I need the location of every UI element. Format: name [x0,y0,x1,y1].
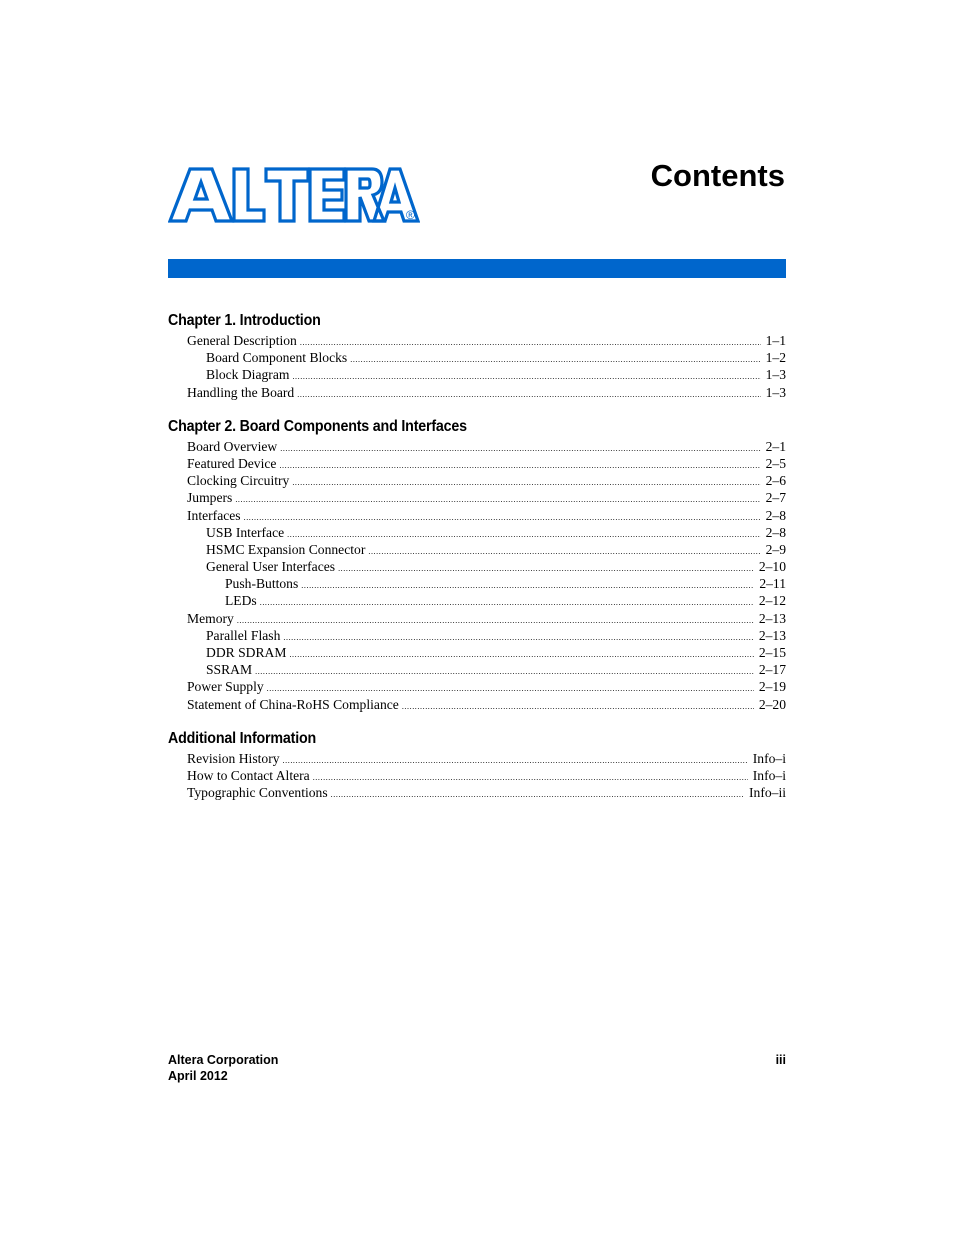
toc-entry[interactable] [168,349,786,366]
toc-entry-page: 2–8 [765,507,786,523]
toc-entry[interactable] [168,489,786,506]
toc-section-title[interactable]: Additional Information [168,729,317,747]
toc-entry-page: 2–9 [765,541,786,557]
toc-entry-label: DDR SDRAM [206,645,287,660]
toc-entry-page: 2–12 [758,593,786,609]
toc-entry-page: 2–13 [758,610,786,626]
dot-leader [255,663,754,680]
dot-leader [297,386,760,403]
dot-leader [300,334,761,351]
toc-entry-page: 2–15 [758,645,786,660]
toc-entry[interactable] [168,678,786,695]
toc-entry-label: LEDs [225,593,257,609]
toc-entry-page: 2–7 [765,490,786,506]
toc-entry[interactable] [168,507,786,524]
toc-entry-page: Info–i [752,750,786,766]
toc-entry-page: 2–13 [758,627,786,643]
dot-leader [235,491,760,508]
toc-entry-label: Board Overview [187,438,278,454]
toc-entry[interactable] [168,455,786,472]
toc-entry-label: Clocking Circuitry [187,473,290,489]
toc-entry-page: 2–5 [765,455,786,471]
toc-entry[interactable] [168,784,786,801]
table-of-contents [168,312,786,818]
toc-entry-page: 2–10 [758,559,786,575]
toc-entry-page: 2–17 [758,662,786,678]
footer-page-number: iii [775,1053,786,1067]
toc-entry[interactable] [168,524,786,541]
toc-entry-label: Block Diagram [206,367,290,383]
toc-entry[interactable] [168,750,786,767]
toc-entry-label: Handling the Board [187,384,295,400]
toc-entry-page: 2–8 [765,524,786,540]
dot-leader [313,769,748,786]
dot-leader [292,368,760,385]
toc-entry-label: Push-Buttons [225,576,299,592]
page-footer [168,1053,786,1084]
toc-section-title[interactable]: Chapter 1. Introduction [168,312,321,329]
toc-section [168,312,786,401]
registered-mark: ® [406,208,415,222]
toc-entry[interactable] [168,644,786,661]
toc-entry[interactable] [168,767,786,784]
toc-entry-page: Info–ii [749,785,786,801]
toc-entry[interactable] [168,592,786,609]
toc-entry-label: Featured Device [187,455,277,471]
toc-entry[interactable] [168,610,786,627]
dot-leader [402,698,754,715]
toc-entry-label: General User Interfaces [206,559,336,575]
toc-entry[interactable] [168,661,786,678]
dot-leader [331,786,744,803]
dot-leader [350,351,760,368]
toc-entry-label: Revision History [187,750,280,766]
dot-leader [260,594,754,611]
toc-section-title[interactable]: Chapter 2. Board Components and Interfaces [168,417,467,435]
toc-entry[interactable] [168,575,786,592]
altera-logo [168,166,420,224]
dot-leader [237,612,754,629]
toc-section [168,730,786,802]
toc-entry[interactable] [168,541,786,558]
toc-entry-page: 1–3 [765,367,786,383]
dot-leader [301,577,754,594]
toc-entry-label: Interfaces [187,507,241,523]
toc-section [168,418,786,713]
toc-entry-page: 2–6 [765,473,786,489]
toc-entry-label: Board Component Blocks [206,350,348,366]
toc-entry-label: Statement of China-RoHS Compliance [187,696,399,712]
toc-entry-page: 1–2 [765,350,786,366]
toc-entry-label: Parallel Flash [206,627,281,643]
toc-entry-page: Info–i [752,767,786,783]
toc-entry-label: Power Supply [187,679,264,695]
page-title: Contents [650,158,785,193]
dot-leader [368,543,760,560]
toc-entry-label: Typographic Conventions [187,785,328,801]
footer-date: April 2012 [168,1068,228,1083]
toc-entry-page: 2–11 [759,576,786,592]
toc-entry[interactable] [168,627,786,644]
dot-leader [280,440,760,457]
footer-company: Altera Corporation [168,1053,279,1067]
toc-entry-page: 1–1 [765,333,786,348]
toc-entry[interactable] [168,438,786,455]
dot-leader [292,474,760,491]
toc-entry[interactable] [168,696,786,713]
toc-entry-page: 1–3 [765,384,786,400]
toc-entry-label: General Description [187,333,297,348]
toc-entry[interactable] [168,558,786,575]
toc-entry-label: Jumpers [187,490,233,506]
dot-leader [338,560,754,577]
toc-entry-label: Memory [187,610,234,626]
toc-entry-label: USB Interface [206,524,285,540]
dot-leader [279,457,760,474]
dot-leader [283,629,753,646]
toc-entry[interactable] [168,472,786,489]
dot-leader [289,646,753,663]
toc-entry-label: How to Contact Altera [187,767,310,783]
header-bar [168,259,786,278]
toc-entry[interactable] [168,366,786,383]
toc-entry-page: 2–1 [765,438,786,454]
toc-entry-page: 2–20 [758,696,786,712]
toc-entry-page: 2–19 [758,679,786,695]
toc-entry[interactable] [168,332,786,349]
toc-entry-label: HSMC Expansion Connector [206,541,366,557]
dot-leader [283,752,748,769]
toc-entry[interactable] [168,384,786,401]
toc-entry-label: SSRAM [206,662,253,678]
dot-leader [244,509,761,526]
